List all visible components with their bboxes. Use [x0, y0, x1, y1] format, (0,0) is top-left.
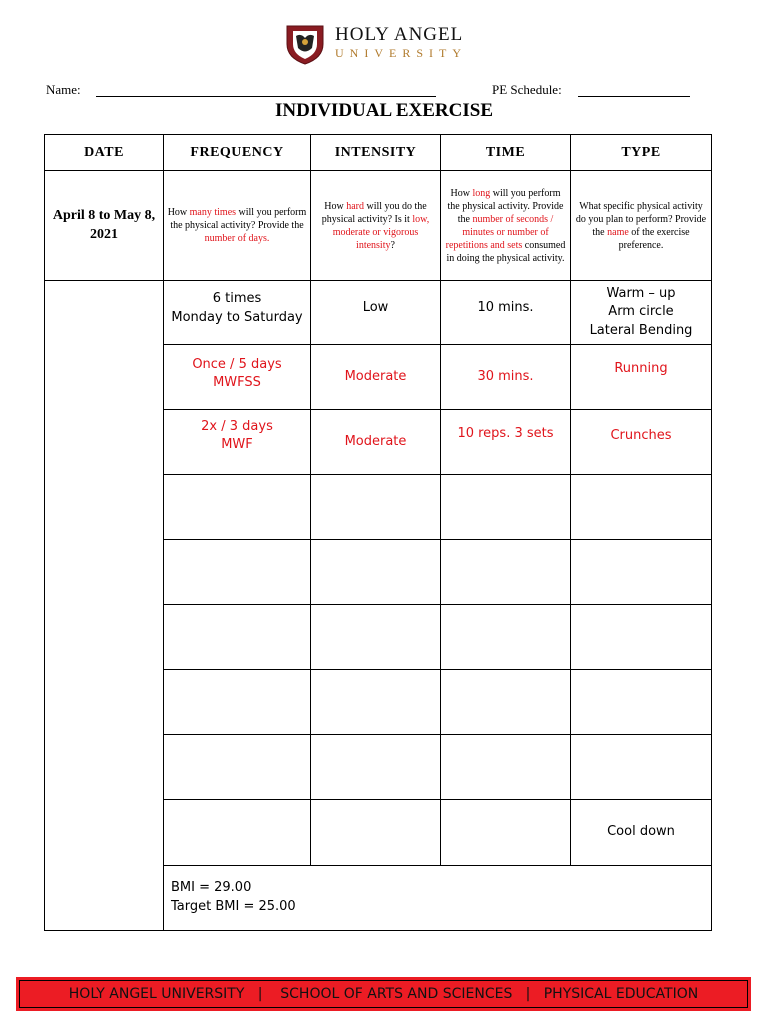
time-prompt: How long will you perform the physical activity. Provide the number of seconds / minutes or number of repetitions and sets consumed in doing the physical activity. — [445, 187, 566, 264]
type-prompt: What specific physical activity do you plan to perform? Provide the name of the exercise preference. — [575, 200, 707, 251]
column-header-frequency: FREQUENCY — [190, 144, 284, 160]
row-divider — [163, 734, 711, 735]
frequency-prompt: How many times will you perform the physical activity? Provide the number of days. — [167, 207, 307, 244]
page-title: INDIVIDUAL EXERCISE — [274, 100, 494, 121]
column-header-date: DATE — [84, 144, 124, 160]
footer-banner — [16, 977, 751, 1011]
date-range: April 8 to May 8, 2021 — [52, 207, 156, 242]
row1-intensity: Low — [362, 300, 389, 316]
row-divider — [163, 474, 711, 475]
pe-schedule-field[interactable] — [578, 96, 690, 97]
target-bmi-value: Target BMI = 25.00 — [171, 899, 296, 914]
pe-schedule-label: PE Schedule: — [492, 82, 562, 97]
exercise-table — [44, 134, 712, 931]
university-crest-icon — [284, 22, 326, 66]
row1-time: 10 mins. — [477, 300, 534, 316]
row2-intensity: Moderate — [344, 368, 407, 384]
footer-text: HOLY ANGEL UNIVERSITY | SCHOOL OF ARTS AND SCIENCES | PHYSICAL EDUCATION — [19, 980, 748, 1008]
logo-wordmark-bottom: UNIVERSITY — [335, 46, 467, 60]
row3-time: 10 reps. 3 sets — [457, 425, 554, 441]
row3-type: Crunches — [610, 427, 672, 443]
row-divider — [163, 539, 711, 540]
row1-frequency: 6 times Monday to Saturday — [171, 291, 303, 325]
logo-wordmark-top: HOLY ANGEL — [335, 24, 464, 45]
row-divider — [163, 669, 711, 670]
row1-type: Warm – up Arm circle Lateral Bending — [589, 286, 693, 338]
name-label: Name: — [46, 82, 81, 97]
name-field[interactable] — [96, 96, 436, 97]
bmi-value: BMI = 29.00 — [171, 880, 252, 896]
cool-down-type: Cool down — [607, 824, 675, 840]
row3-intensity: Moderate — [344, 433, 407, 449]
bmi-summary — [171, 866, 701, 930]
row2-time: 30 mins. — [477, 368, 534, 384]
intensity-prompt: How hard will you do the physical activity? Is it low, moderate or vigorous intensity? — [321, 200, 430, 251]
row-divider — [163, 604, 711, 605]
column-header-intensity: INTENSITY — [334, 144, 417, 160]
row3-frequency: 2x / 3 days MWF — [201, 418, 273, 452]
column-header-time: TIME — [485, 144, 526, 160]
column-header-type: TYPE — [621, 144, 661, 160]
row2-type: Running — [614, 360, 668, 376]
row2-frequency: Once / 5 days MWFSS — [192, 356, 282, 390]
